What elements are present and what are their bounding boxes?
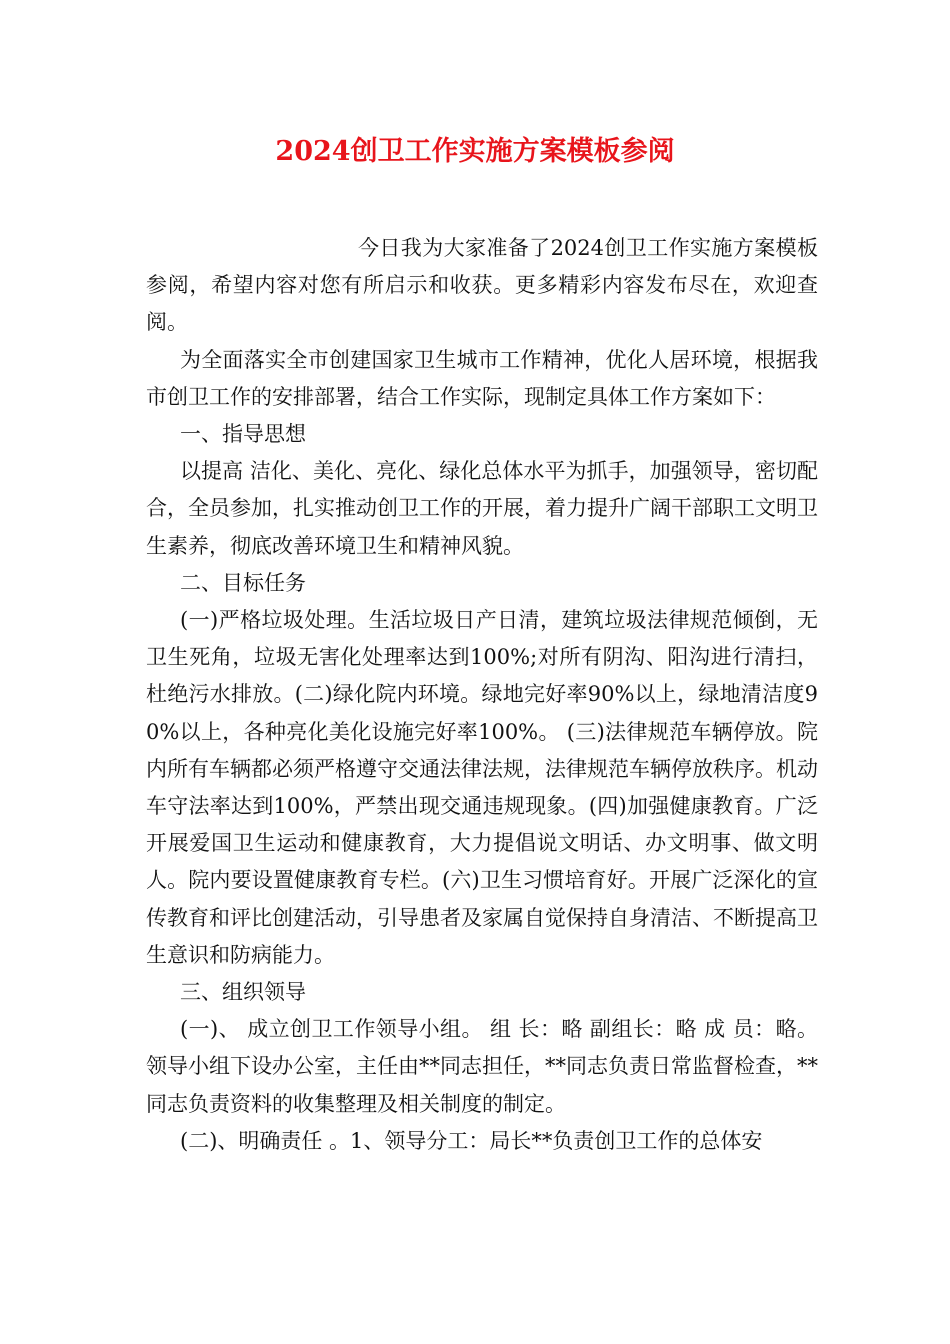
document-title: 2024创卫工作实施方案模板参阅 — [275, 136, 675, 167]
organization-paragraph: (一)、 成立创卫工作领导小组。 组 长：略 副组长：略 成 员：略。领导小组下设办公室，主任由**同志担任，**同志负责日常监督检查，**同志负责资料的收集整理及相关制度的制定。 — [146, 1017, 818, 1116]
document-body — [146, 230, 818, 1160]
section-heading-guiding-thought: 一、指导思想 — [180, 422, 306, 447]
responsibility-paragraph: (二)、明确责任 。1、领导分工：局长**负责创卫工作的总体安 — [180, 1128, 763, 1153]
intro-paragraph: 今日我为大家准备了2024创卫工作实施方案模板参阅，希望内容对您有所启示和收获。更多精彩内容发布尽在，欢迎查阅。 — [146, 236, 818, 335]
section-heading-organization: 三、组织领导 — [180, 980, 306, 1005]
section-heading-goals: 二、目标任务 — [180, 570, 306, 595]
goals-paragraph: (一)严格垃圾处理。生活垃圾日产日清，建筑垃圾法律规范倾倒，无卫生死角，垃圾无害化处理率达到100%;对所有阴沟、阳沟进行清扫，杜绝污水排放。(二)绿化院内环境。绿地完好率90%以上，绿地清洁度90%以上，各种亮化美化设施完好率100%。 (三)法律规范车辆停放。院内所有车辆都必须严格遵守交通法律法规，法律规范车辆停放秩序。机动车守法率达到100%，严禁出现交通违规现象。(四)加强健康教育。广泛开展爱国卫生运动和健康教育，大力提倡说文明话、办文明事、做文明人。院内要设置健康教育专栏。(六)卫生习惯培育好。开展广泛深化的宣传教育和评比创建活动，引导患者及家属自觉保持自身清洁、不断提高卫生意识和防病能力。 — [146, 608, 818, 967]
guiding-thought-paragraph: 以提高 洁化、美化、亮化、绿化总体水平为抓手，加强领导，密切配合，全员参加，扎实推动创卫工作的开展，着力提升广阔干部职工文明卫生素养，彻底改善环境卫生和精神风貌。 — [146, 459, 818, 558]
preamble-paragraph: 为全面落实全市创建国家卫生城市工作精神，优化人居环境，根据我市创卫工作的安排部署，结合工作实际，现制定具体工作方案如下： — [146, 347, 818, 409]
